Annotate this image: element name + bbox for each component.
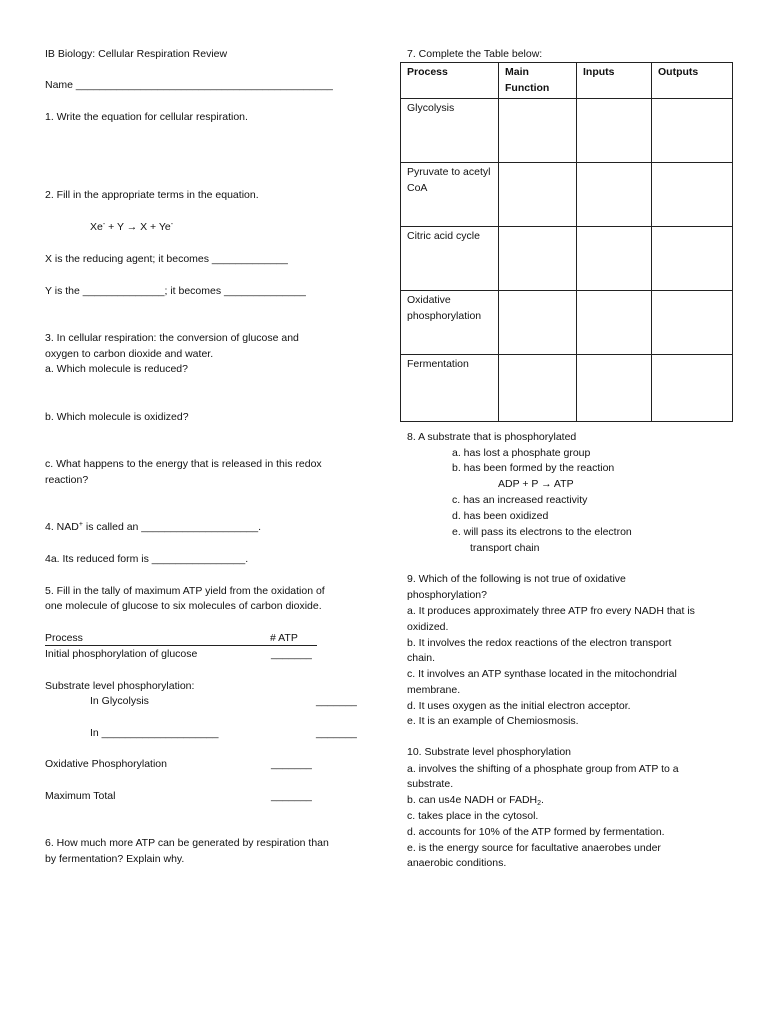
question-9-option-a-1[interactable]: a. It produces approximately three ATP fro every NADH that is — [407, 605, 695, 617]
table-row — [401, 291, 733, 355]
cell-outputs[interactable] — [652, 99, 733, 163]
question-9-option-a-2: oxidized. — [407, 621, 449, 633]
atp-tally-atp-header: # ATP — [270, 632, 298, 644]
table-row — [401, 227, 733, 291]
question-9-prompt-1: 9. Which of the following is not true of oxidative — [407, 573, 626, 585]
atp-tally-header — [45, 631, 317, 646]
table-row — [401, 355, 733, 422]
cell-inputs[interactable] — [577, 227, 652, 291]
question-9-option-b-2: chain. — [407, 652, 436, 664]
question-2-x-line[interactable]: X is the reducing agent; it becomes _____________ — [45, 253, 288, 265]
cell-main-function[interactable] — [499, 355, 577, 422]
process-citric-acid: Citric acid cycle — [401, 227, 499, 291]
cell-outputs[interactable] — [652, 355, 733, 422]
cell-inputs[interactable] — [577, 99, 652, 163]
worksheet-title: IB Biology: Cellular Respiration Review — [45, 48, 228, 60]
cell-outputs[interactable] — [652, 291, 733, 355]
question-3-prompt-1: 3. In cellular respiration: the conversion of glucose and — [45, 332, 299, 344]
atp-row-in-blank[interactable]: _______ — [316, 727, 357, 739]
process-glycolysis: Glycolysis — [401, 99, 499, 163]
question-8-option-d[interactable]: d. has been oxidized — [452, 510, 549, 522]
question-10-prompt: 10. Substrate level phosphorylation — [407, 746, 572, 758]
atp-row-glycolysis-label: In Glycolysis — [90, 695, 149, 707]
equation-minus-1: - — [102, 221, 106, 228]
question-10-option-c[interactable]: c. takes place in the cytosol. — [407, 810, 539, 822]
question-2-y-line[interactable]: Y is the ______________; it becomes ______________ — [45, 285, 306, 297]
atp-row-in-label[interactable]: In ____________________ — [90, 727, 219, 739]
atp-tally-process-header: Process — [45, 632, 83, 644]
question-9-option-d[interactable]: d. It uses oxygen as the initial electron acceptor. — [407, 700, 631, 712]
header-main-function: Main Function — [499, 63, 577, 99]
cell-inputs[interactable] — [577, 163, 652, 227]
question-6-line-1: 6. How much more ATP can be generated by respiration than — [45, 837, 329, 849]
question-10-option-a-1[interactable]: a. involves the shifting of a phosphate group from ATP to a — [407, 763, 679, 775]
cell-main-function[interactable] — [499, 163, 577, 227]
cell-inputs[interactable] — [577, 291, 652, 355]
equation-minus-2: - — [170, 221, 174, 228]
nad-plus-superscript: + — [78, 521, 83, 528]
table-row — [401, 99, 733, 163]
question-10-option-d[interactable]: d. accounts for 10% of the ATP formed by fermentation. — [407, 826, 665, 838]
process-pyruvate: Pyruvate to acetyl CoA — [401, 163, 499, 227]
question-1: 1. Write the equation for cellular respiration. — [45, 111, 248, 123]
question-8-option-a[interactable]: a. has lost a phosphate group — [452, 447, 591, 459]
question-9-option-c-1[interactable]: c. It involves an ATP synthase located in the mitochondrial — [407, 668, 677, 680]
question-9-option-e[interactable]: e. It is an example of Chemiosmosis. — [407, 715, 579, 727]
question-4[interactable] — [45, 520, 261, 536]
cell-outputs[interactable] — [652, 163, 733, 227]
atp-row-total-label: Maximum Total — [45, 790, 116, 802]
process-oxidative: Oxidative phosphorylation — [401, 291, 499, 355]
question-3c-2: reaction? — [45, 474, 89, 486]
process-table — [400, 62, 733, 422]
atp-row-oxidative-label: Oxidative Phosphorylation — [45, 758, 167, 770]
header-outputs: Outputs — [652, 63, 733, 99]
name-field-line[interactable]: Name ____________________________________________ — [45, 79, 333, 91]
question-9-option-b-1[interactable]: b. It involves the redox reactions of the electron transport — [407, 637, 672, 649]
atp-row-initial-label: Initial phosphorylation of glucose — [45, 648, 198, 660]
question-4-pre: 4. NAD — [45, 521, 79, 533]
question-7-prompt: 7. Complete the Table below: — [407, 48, 543, 60]
question-8-option-b[interactable]: b. has been formed by the reaction — [452, 462, 615, 474]
question-10-option-a-2: substrate. — [407, 778, 454, 790]
question-3a: a. Which molecule is reduced? — [45, 363, 188, 375]
cell-main-function[interactable] — [499, 227, 577, 291]
question-4a[interactable]: 4a. Its reduced form is ________________. — [45, 553, 249, 565]
cell-main-function[interactable] — [499, 291, 577, 355]
question-3b: b. Which molecule is oxidized? — [45, 411, 189, 423]
process-fermentation: Fermentation — [401, 355, 499, 422]
question-9-option-c-2: membrane. — [407, 684, 461, 696]
question-2-prompt: 2. Fill in the appropriate terms in the equation. — [45, 189, 259, 201]
question-10-b-end: . — [541, 794, 544, 806]
fadh-subscript: 2 — [537, 800, 542, 807]
question-5-prompt-2: one molecule of glucose to six molecules of carbon dioxide. — [45, 600, 322, 612]
question-3c-1: c. What happens to the energy that is released in this redox — [45, 458, 322, 470]
question-10-option-e-1[interactable]: e. is the energy source for facultative anaerobes under — [407, 842, 661, 854]
question-5-prompt-1: 5. Fill in the tally of maximum ATP yield from the oxidation of — [45, 585, 325, 597]
cell-outputs[interactable] — [652, 227, 733, 291]
question-4-post: is called an ____________________. — [82, 521, 262, 533]
atp-row-initial-blank[interactable]: _______ — [271, 648, 312, 660]
question-2-equation — [90, 220, 173, 236]
atp-row-substrate-label: Substrate level phosphorylation: — [45, 680, 195, 692]
question-8-reaction: ADP + P → ATP — [498, 478, 574, 490]
header-inputs: Inputs — [577, 63, 652, 99]
question-9-prompt-2: phosphorylation? — [407, 589, 487, 601]
cell-inputs[interactable] — [577, 355, 652, 422]
question-3-prompt-2: oxygen to carbon dioxide and water. — [45, 348, 214, 360]
atp-row-total-blank[interactable]: _______ — [271, 790, 312, 802]
question-8-option-e-1[interactable]: e. will pass its electrons to the electron — [452, 526, 632, 538]
header-process: Process — [401, 63, 499, 99]
question-6-line-2: by fermentation? Explain why. — [45, 853, 185, 865]
equation-rest: + Y → X + Ye — [105, 221, 171, 233]
question-10-option-b[interactable] — [407, 793, 544, 810]
question-10-b-text: b. can us4e NADH or FADH — [407, 794, 538, 806]
atp-row-glycolysis-blank[interactable]: _______ — [316, 695, 357, 707]
process-table-header-row — [401, 63, 733, 99]
question-8-prompt: 8. A substrate that is phosphorylated — [407, 431, 577, 443]
cell-main-function[interactable] — [499, 99, 577, 163]
equation-xe: Xe — [90, 221, 103, 233]
table-row — [401, 163, 733, 227]
question-8-option-e-2: transport chain — [470, 542, 540, 554]
question-10-option-e-2: anaerobic conditions. — [407, 857, 507, 869]
question-8-option-c[interactable]: c. has an increased reactivity — [452, 494, 588, 506]
atp-row-oxidative-blank[interactable]: _______ — [271, 758, 312, 770]
